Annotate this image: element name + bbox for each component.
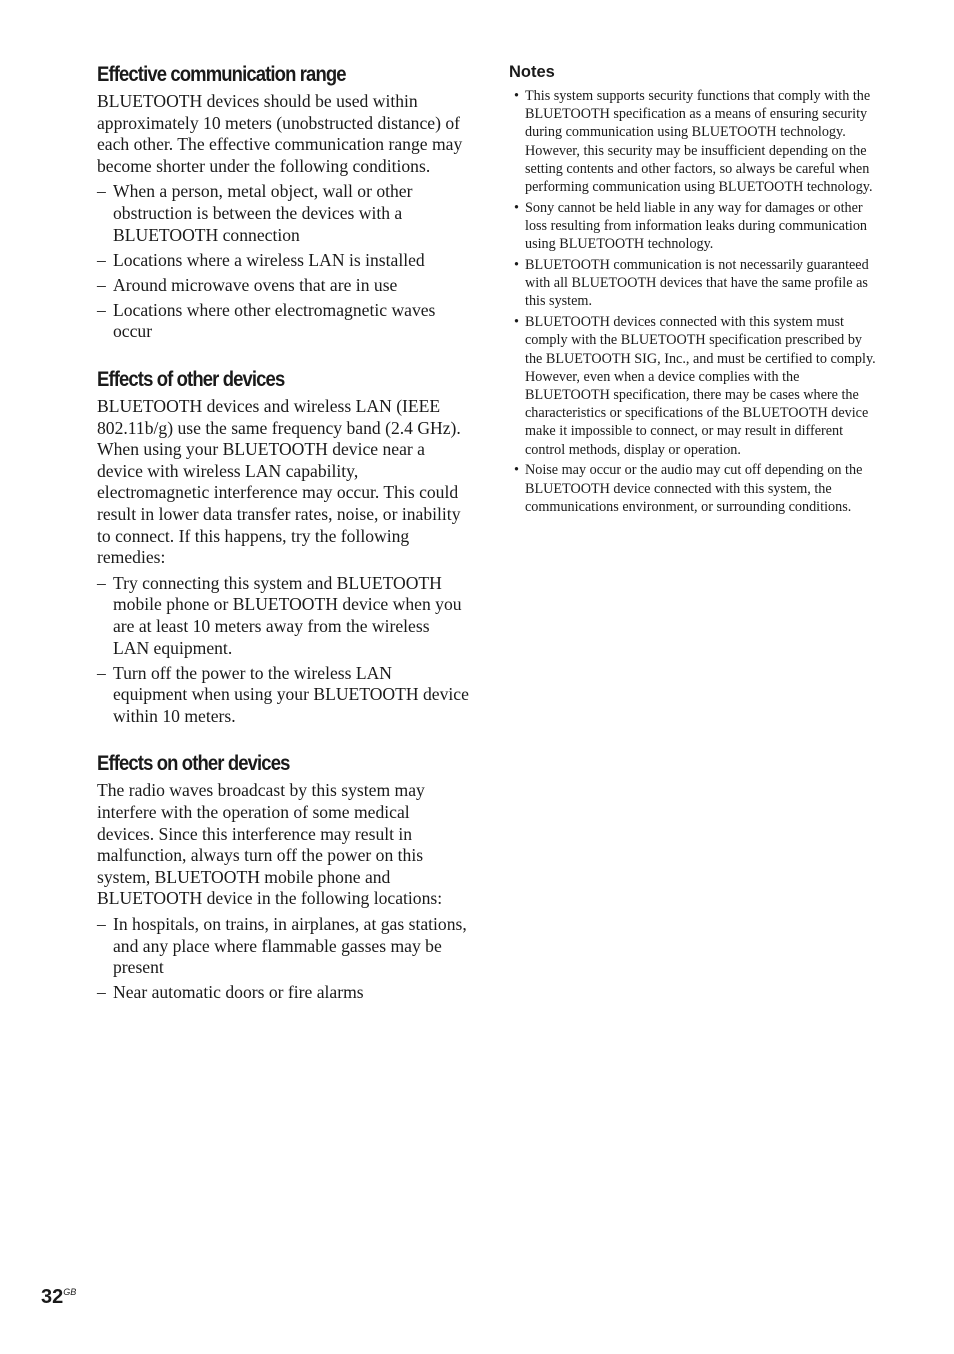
remedy-list — [97, 573, 469, 728]
section-body: BLUETOOTH devices and wireless LAN (IEEE 802.11b/g) use the same frequency band (2.4 GHz). When using your BLUETOOTH device near a device with wireless LAN capability, electromagnetic interference may occur. This could result in lower data transfer rates, noise, or inability to connect. If this happens, try the following remedies: — [97, 396, 461, 568]
section-heading: Effects of other devices — [97, 368, 285, 392]
section-heading: Effective communication range — [97, 63, 346, 86]
section-body: The radio waves broadcast by this system may interfere with the operation of some medical devices. Since this interference may result in malfunction, always turn off the power on this system, BLUETOOTH mobile phone and BLUETOOTH device in the following locations: — [97, 780, 443, 909]
list-item: – In hospitals, on trains, in airplanes, at gas stations, and any place where flammable gasses may be present — [97, 914, 467, 978]
list-item: – Try connecting this system and BLUETOOTH mobile phone or BLUETOOTH device when you are at least 10 meters away from the wireless LAN equipment. — [97, 572, 462, 658]
notes-column — [509, 62, 879, 519]
list-item: • BLUETOOTH devices connected with this system must comply with the BLUETOOTH specification prescribed by the BLUETOOTH SIG, Inc., and must be certified to comply. However, even when a device complies with the BLUETOOTH specification, there may be cases where the characteristics or specifications of the BLUETOOTH device make it impossible to connect, or may result in different control methods, display or operation. — [514, 314, 876, 458]
list-item: • BLUETOOTH communication is not necessarily guaranteed with all BLUETOOTH devices that have the same profile as this system. — [514, 257, 869, 310]
page-number-suffix: GB — [63, 1287, 77, 1297]
section-effects-on-other-devices — [97, 751, 469, 1003]
section-body: BLUETOOTH devices should be used within approximately 10 meters (unobstructed distance) of each other. The effective communication range may become shorter under the following conditions. — [97, 91, 463, 176]
list-item: – Turn off the power to the wireless LAN equipment when using your BLUETOOTH device within 10 meters. — [97, 662, 469, 726]
location-list — [97, 914, 469, 1004]
section-communication-range — [97, 62, 469, 343]
section-heading: Effects on other devices — [97, 752, 290, 776]
notes-heading: Notes — [509, 63, 555, 81]
list-item: – When a person, metal object, wall or other obstruction is between the devices with a BLUETOOTH connection — [97, 181, 413, 245]
list-item: • Sony cannot be held liable in any way for damages or other loss resulting from information leaks during communication using BLUETOOTH technology. — [514, 199, 868, 253]
list-item: – Around microwave ovens that are in use — [97, 274, 398, 295]
list-item: – Locations where other electromagnetic waves occur — [97, 299, 436, 342]
page-number: $32^{GB}$ — [41, 1286, 77, 1308]
list-item: • Noise may occur or the audio may cut off depending on the BLUETOOTH device connected with this system, the communications environment, or surrounding conditions. — [514, 462, 863, 515]
left-column — [97, 62, 469, 1007]
list-item: – Near automatic doors or fire alarms — [97, 982, 364, 1003]
list-item: – Locations where a wireless LAN is installed — [97, 249, 425, 270]
list-item: • This system supports security functions that comply with the BLUETOOTH specification as a means of ensuring security during communication using BLUETOOTH technology. However, this security may be insufficient depending on the setting contents and other factors, so always be careful when performing communication using BLUETOOTH technology. — [514, 88, 873, 196]
section-effects-of-other-devices — [97, 367, 469, 727]
notes-list — [509, 87, 879, 516]
condition-list — [97, 181, 469, 343]
